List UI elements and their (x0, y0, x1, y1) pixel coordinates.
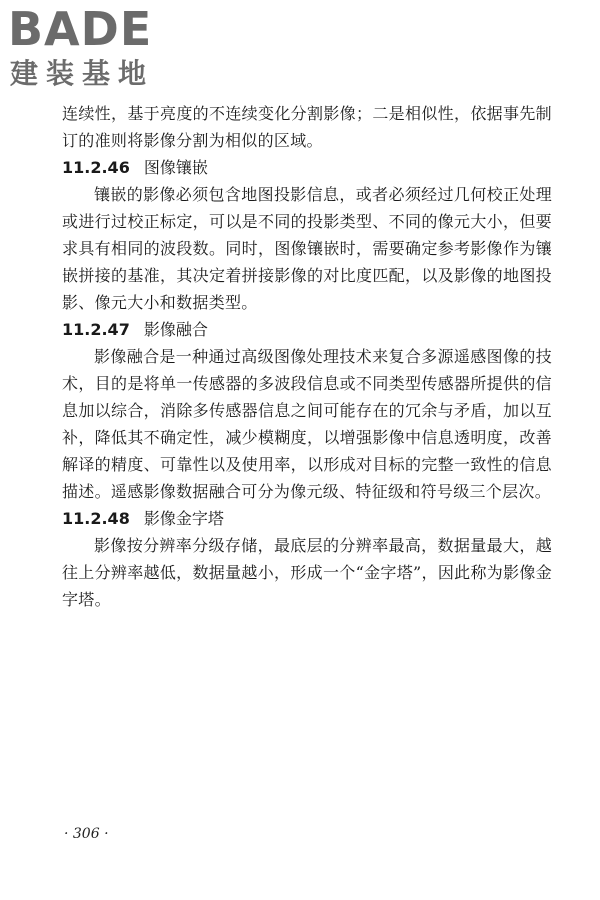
section-number: 11.2.48 (62, 509, 130, 528)
section-heading (62, 316, 552, 343)
section-paragraph: 影像融合是一种通过高级图像处理技术来复合多源遥感图像的技术，目的是将单一传感器的多波段信息或不同类型传感器所提供的信息加以综合，消除多传感器信息之间可能存在的冗余与矛盾，加以互补，降低其不确定性，减少模糊度，以增强影像中信息透明度，改善解译的精度、可靠性以及使用率，以形成对目标的完整一致性的信息描述。遥感影像数据融合可分为像元级、特征级和符号级三个层次。 (62, 347, 552, 501)
section-title: 影像融合 (143, 320, 208, 339)
section-title: 影像金字塔 (143, 509, 224, 528)
section-number: 11.2.46 (62, 158, 130, 177)
logo-subtitle: 建装基地 (10, 57, 155, 90)
section-heading (62, 154, 552, 181)
section-number: 11.2.47 (62, 320, 130, 339)
logo-wordmark: BADE (8, 2, 153, 56)
page-content (62, 100, 552, 613)
section-11-2-48 (62, 505, 552, 613)
section-title: 图像镶嵌 (143, 158, 208, 177)
logo (8, 2, 178, 92)
section-11-2-46 (62, 154, 552, 316)
section-paragraph: 影像按分辨率分级存储，最底层的分辨率最高，数据量最大，越往上分辨率越低，数据量越小，形成一个“金字塔”，因此称为影像金字塔。 (62, 536, 552, 609)
page-number: · 306 · (64, 826, 109, 842)
intro-paragraph: 连续性，基于亮度的不连续变化分割影像；二是相似性，依据事先制订的准则将影像分割为相似的区域。 (62, 104, 552, 150)
section-11-2-47 (62, 316, 552, 505)
section-heading (62, 505, 552, 532)
section-paragraph: 镶嵌的影像必须包含地图投影信息，或者必须经过几何校正处理或进行过校正标定，可以是不同的投影类型、不同的像元大小，但要求具有相同的波段数。同时，图像镶嵌时，需要确定参考影像作为镶嵌拼接的基准，其决定着拼接影像的对比度匹配，以及影像的地图投影、像元大小和数据类型。 (62, 185, 552, 312)
